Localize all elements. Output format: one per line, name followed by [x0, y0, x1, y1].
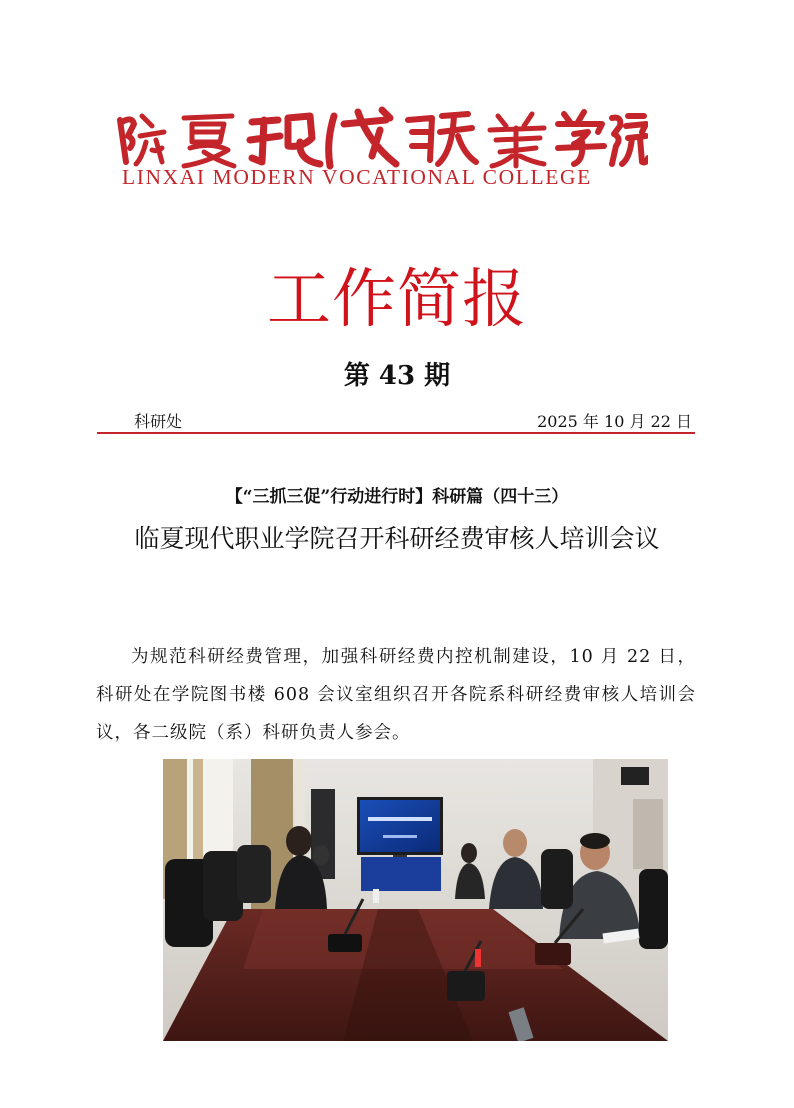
issue-date: 2025 年 10 月 22 日	[537, 412, 692, 431]
article-paragraph: 为规范科研经费管理，加强科研经费内控机制建设，10 月 22 日，科研处在学院图书楼 608 会议室组织召开各院系科研经费审核人培训会议，各二级院（系）科研负责人参会。	[96, 647, 696, 743]
report-title: 工作简报	[267, 263, 527, 337]
header-divider	[97, 432, 695, 434]
college-logo-calligraphy	[112, 102, 648, 172]
meeting-photo	[163, 759, 668, 1041]
college-name-english: LINXAI MODERN VOCATIONAL COLLEGE	[122, 165, 592, 189]
issue-number: 第 43 期	[343, 361, 451, 391]
issuing-department: 科研处	[134, 412, 183, 431]
column-tag: 【“三抓三促”行动进行时】科研篇（四十三）	[225, 487, 569, 507]
article-headline: 临夏现代职业学院召开科研经费审核人培训会议	[134, 524, 660, 553]
